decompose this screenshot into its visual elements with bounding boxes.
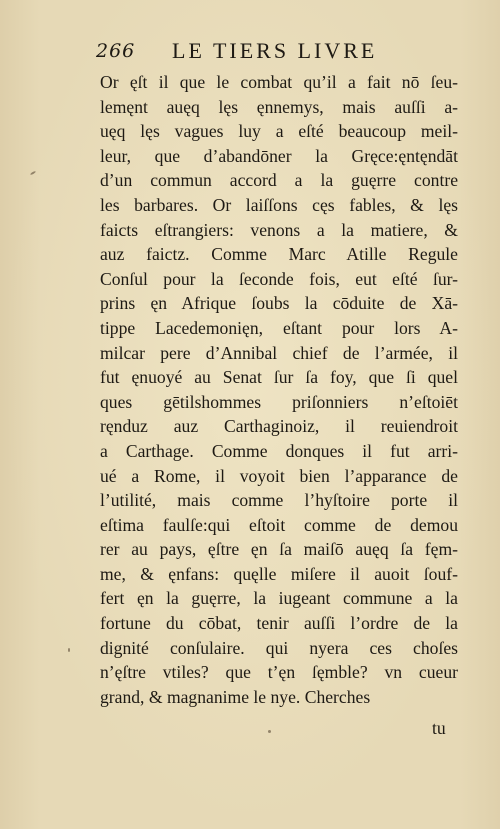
text-line: faicts eſtrangiers: venons a la matiere, & (100, 219, 458, 240)
text-line: prins ęn Afrique ſoubs la cōduite de Xā- (100, 293, 458, 314)
text-line: Conſul pour la ſeconde fois, eut eſté ſur- (100, 268, 458, 289)
text-line: leur, que d’abandōner la Gręce:ęntęndāt (100, 145, 458, 166)
text-line: l’utilité, mais comme l’hyſtoire porte il (100, 490, 458, 511)
text-line: n’ęſtre vtiles? que t’ęn ſęmble? vn cueur (100, 662, 458, 683)
text-line: ques gētilshommes priſonniers n’eſtoiēt (100, 391, 458, 412)
text-line: rer au pays, ęſtre ęn ſa maiſō auęq ſa fęm- (100, 539, 458, 560)
text-line: a Carthage. Comme donques il fut arri- (100, 440, 458, 461)
text-line: uęq lęs vagues luy a eſté beaucoup meil- (100, 121, 458, 142)
text-line: tippe Lacedemonięn, eſtant pour lors A- (100, 317, 458, 338)
text-line: grand, & magnanime le nye. Cherches (100, 686, 371, 707)
text-line: ręnduz auz Carthaginoiz, il reuiendroit (100, 416, 458, 437)
page-number: 266 (96, 40, 136, 62)
text-line: fortune du cōbat, tenir auſſi l’ordre de la (100, 613, 458, 634)
text-line: Or ęſt il que le combat qu’il a fait nō ſeu- (100, 72, 458, 92)
paper-speck (268, 730, 271, 733)
text-line: milcar pere d’Annibal chief de l’armée, il (100, 342, 458, 363)
text-line: auz faictz. Comme Marc Atille Regule (100, 244, 458, 265)
text-line: lemęnt auęq lęs ęnnemys, mais auſſi a- (100, 96, 458, 117)
text-line: les barbares. Or laiſſons cęs fables, & lęs (100, 194, 458, 215)
paper-speck (68, 648, 70, 652)
text-line: ué a Rome, il voyoit bien l’apparance de (100, 465, 458, 486)
text-line: fert ęn la guęrre, la iugeant commune a la (100, 588, 458, 609)
text-line: dignité conſulaire. qui nyera ces choſes (100, 637, 458, 658)
text-line: fut ęnuoyé au Senat ſur ſa foy, que ſi quel (100, 367, 458, 388)
text-line: eſtima faulſe:qui eſtoit comme de demou (100, 514, 458, 535)
text-line: me, & ęnfans: quęlle miſere il auoit ſouf- (100, 563, 458, 584)
running-head: LE TIERS LIVRE (172, 38, 378, 63)
text-line: d’un commun accord a la guęrre contre (100, 170, 458, 191)
catchword: tu (432, 718, 446, 738)
body-text (100, 70, 458, 709)
margin-mark (30, 171, 36, 176)
page-header (96, 38, 414, 68)
